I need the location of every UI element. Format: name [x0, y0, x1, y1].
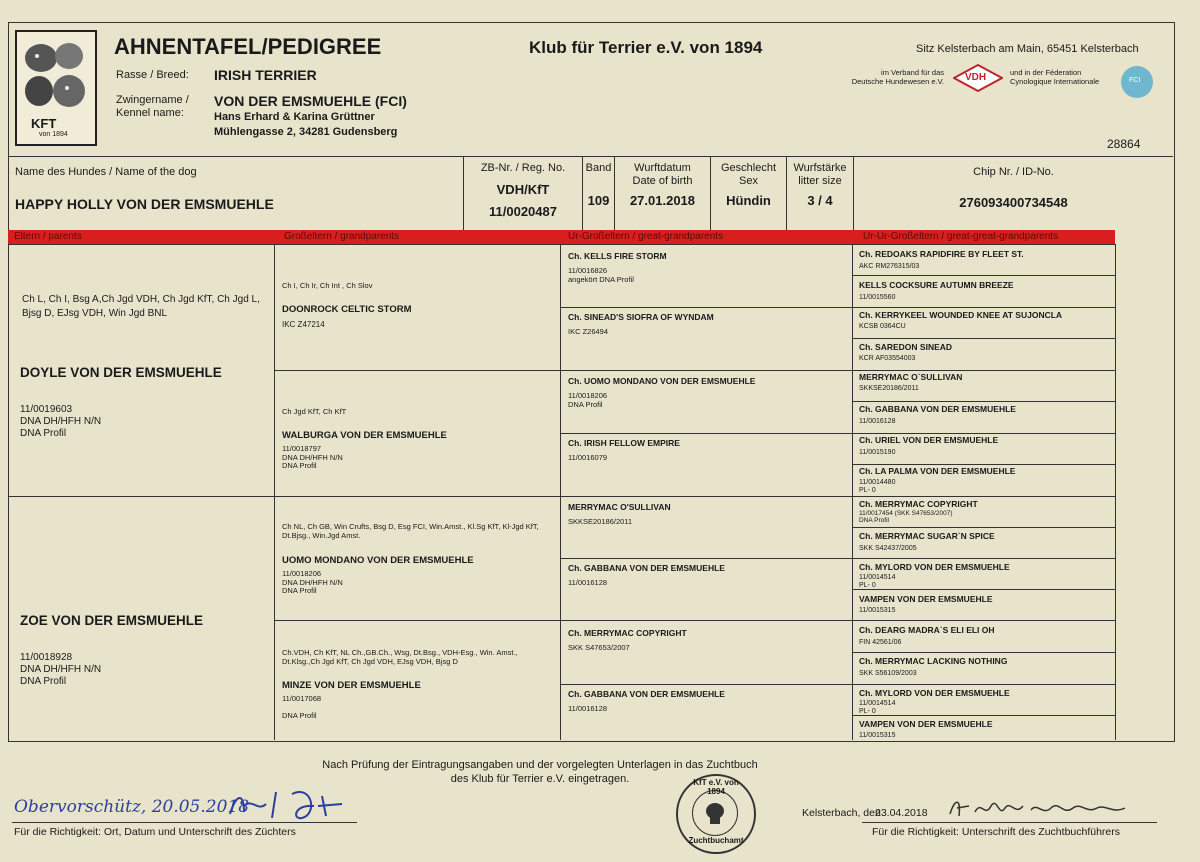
great-grandparent-name: Ch. GABBANA VON DER EMSMUEHLE	[568, 563, 725, 573]
great-grandparent-name: MERRYMAC O'SULLIVAN	[568, 502, 671, 512]
gg-grandparent-info: SKK S56109/2003	[859, 670, 917, 677]
grandparent-name: MINZE VON DER EMSMUEHLE	[282, 680, 421, 691]
gg-grandparent-info: 11/0015315	[859, 607, 896, 614]
great-grandparent-info: SKK S47653/2007	[568, 643, 630, 652]
grid-line	[8, 244, 1116, 245]
great-grandparent-info: IKC Z26494	[568, 327, 609, 336]
grandparent-name: WALBURGA VON DER EMSMUEHLE	[282, 430, 447, 441]
breeder-label: Für die Richtigkeit: Ort, Datum und Unterschrift des Züchters	[14, 826, 296, 838]
breeder-signature	[222, 784, 372, 824]
chip-label: Chip Nr. / ID-No.	[973, 166, 1054, 178]
grid-line	[274, 620, 1116, 621]
grid-line	[852, 338, 1116, 339]
grid-line	[852, 464, 1116, 465]
gg-grandparent-info: 11/0016128	[859, 418, 896, 425]
grid-line	[274, 244, 275, 740]
chip-value: 276093400734548	[959, 195, 1068, 210]
vdh-text: im Verband für das Deutsche Hundewesen e.V.	[851, 68, 944, 86]
grid-line	[1115, 244, 1116, 740]
band-label: Band	[585, 162, 612, 174]
grandparent-titles: Ch Jgd KfT, Ch KfT	[282, 407, 347, 416]
gg-grandparent-info: KCSB 0364CU	[859, 323, 906, 330]
kft-logo-text: KFT	[31, 116, 57, 131]
grid-line	[560, 244, 561, 740]
col-grandparents: Großeltern / grandparents	[284, 231, 400, 242]
grid-line	[852, 275, 1116, 276]
grandparent-info: IKC Z47214	[282, 320, 325, 329]
page-title: AHNENTAFEL/PEDIGREE	[114, 34, 382, 59]
grid-line	[852, 715, 1116, 716]
grandparent-titles: Ch I, Ch Ir, Ch Int , Ch Slov	[282, 281, 373, 290]
gg-grandparent-info: 11/0017454 (SKK S47653/2007) DNA Profil	[859, 510, 953, 524]
grandparent-titles: Ch NL, Ch GB, Win Crufts, Bsg D, Esg FCI, Win.Amst., Kl.Sg KfT, Kl-Jgd KfT, Dt.Bjsg., Win.Jgd Amst.	[282, 522, 539, 540]
vdh-logo	[953, 64, 1003, 92]
gg-grandparent-name: Ch. KERRYKEEL WOUNDED KNEE AT SUJONCLA	[859, 310, 1063, 320]
gg-grandparent-info: AKC RM276315/03	[859, 263, 920, 270]
grid-line	[852, 589, 1116, 590]
grid-line	[8, 496, 1116, 497]
document-number: 28864	[1107, 137, 1141, 151]
breeder-signature-line	[12, 822, 357, 823]
gg-grandparent-name: Ch. URIEL VON DER EMSMUEHLE	[859, 435, 999, 445]
kennel-label: Zwingername / Kennel name:	[116, 94, 189, 119]
sex-value: Hündin	[726, 193, 771, 208]
parent-info: 11/0019603 DNA DH/HFH N/N DNA Profil	[20, 404, 102, 439]
gg-grandparent-name: Ch. MERRYMAC LACKING NOTHING	[859, 656, 1008, 666]
stamp-bottom-text: Zuchtbuchamt	[688, 836, 744, 845]
reg-number: 11/0020487	[489, 204, 557, 219]
grid-line	[852, 401, 1116, 402]
gg-grandparent-name: VAMPEN VON DER EMSMUEHLE	[859, 719, 993, 729]
gg-grandparent-info: SKK S42437/2005	[859, 545, 917, 552]
great-grandparent-info: 11/0016079	[568, 453, 608, 462]
grandparent-name: DOONROCK CELTIC STORM	[282, 304, 412, 315]
kft-logo-year: von 1894	[39, 131, 68, 138]
great-grandparent-name: Ch. MERRYMAC COPYRIGHT	[568, 628, 687, 638]
gg-grandparent-name: Ch. MYLORD VON DER EMSMUEHLE	[859, 688, 1010, 698]
grid-line	[852, 527, 1116, 528]
address: Mühlengasse 2, 34281 Gudensberg	[214, 126, 398, 138]
gg-grandparent-info: FIN 42561/06	[859, 639, 902, 646]
grid-line	[560, 307, 1116, 308]
great-grandparent-info: SKKSE20186/2011	[568, 517, 633, 526]
gg-grandparent-info: 11/0014480 PL- 0	[859, 479, 896, 494]
great-grandparent-name: Ch. UOMO MONDANO VON DER EMSMUEHLE	[568, 376, 756, 386]
registrar-signature	[945, 792, 1145, 822]
club-seat: Sitz Kelsterbach am Main, 65451 Kelsterbach	[916, 43, 1139, 55]
gg-grandparent-info: 11/0014514 PL- 0	[859, 574, 896, 589]
great-grandparent-name: Ch. IRISH FELLOW EMPIRE	[568, 438, 680, 448]
gg-grandparent-name: Ch. GABBANA VON DER EMSMUEHLE	[859, 404, 1016, 414]
dog-name: HAPPY HOLLY VON DER EMSMUEHLE	[15, 196, 274, 212]
gg-grandparent-name: Ch. SAREDON SINEAD	[859, 342, 953, 352]
breed-label: Rasse / Breed:	[116, 69, 189, 81]
column-header-bar	[8, 230, 1115, 244]
gg-grandparent-info: SKKSE20186/2011	[859, 385, 919, 392]
gg-grandparent-info: 11/0015190	[859, 449, 896, 456]
registrar-label: Für die Richtigkeit: Unterschrift des Zuchtbuchführers	[872, 826, 1121, 838]
reg-label: ZB-Nr. / Reg. No.	[480, 162, 566, 174]
gg-grandparent-info: 11/0015315	[859, 732, 896, 739]
grid-line	[560, 433, 1116, 434]
fci-logo	[1121, 66, 1153, 98]
grandparent-titles: Ch.VDH, Ch KfT, NL Ch.,GB.Ch., Wsg, Dt.Bsg., VDH-Esg., Win. Amst., Dt.Klsg.,Ch Jgd KfT, Ch Jgd VDH, EJsg VDH, Bjsg D	[282, 648, 518, 666]
col-great: Ur-Großeltern / great-grandparents	[568, 231, 724, 242]
parent-name: ZOE VON DER EMSMUEHLE	[20, 613, 204, 628]
col-parents: Eltern / parents	[14, 231, 82, 242]
grid-line	[274, 370, 1116, 371]
kennel-value: VON DER EMSMUEHLE (FCI)	[214, 93, 407, 109]
great-grandparent-info: 11/0016826 angekört DNA Profil	[568, 266, 634, 284]
great-grandparent-name: Ch. KELLS FIRE STORM	[568, 251, 667, 261]
breeder-handwritten-place-date: Obervorschütz, 20.05.2018	[14, 797, 250, 817]
gg-grandparent-name: Ch. LA PALMA VON DER EMSMUEHLE	[859, 466, 1016, 476]
grandparent-name: UOMO MONDANO VON DER EMSMUEHLE	[282, 555, 474, 566]
grandparent-info: 11/0017068 DNA Profil	[282, 694, 322, 720]
vdh-logo-text: VDH	[965, 72, 987, 83]
sex-label: Geschlecht Sex	[720, 162, 777, 187]
registrar-signature-line	[862, 822, 1157, 823]
stamp-text: KfT e.V. von 1894	[693, 778, 739, 796]
grid-line	[852, 652, 1116, 653]
dob-value: 27.01.2018	[629, 193, 696, 208]
col-greatgreat: Ur-Ur-Großeltern / great-great-grandparents	[863, 231, 1059, 242]
reg-org: VDH/KfT	[496, 182, 550, 197]
grid-line	[852, 244, 853, 740]
great-grandparent-info: 11/0016128	[568, 578, 608, 587]
great-grandparent-name: Ch. SINEAD'S SIOFRA OF WYNDAM	[568, 312, 714, 322]
great-grandparent-info: 11/0016128	[568, 704, 608, 713]
parent-name: DOYLE VON DER EMSMUEHLE	[20, 365, 222, 380]
great-grandparent-name: Ch. GABBANA VON DER EMSMUEHLE	[568, 689, 725, 699]
owners: Hans Erhard & Karina Grüttner	[214, 111, 375, 123]
breed-value: IRISH TERRIER	[214, 67, 317, 83]
gg-grandparent-info: 11/0015560	[859, 294, 896, 301]
kft-logo	[15, 30, 97, 146]
gg-grandparent-info: KCR AF03554003	[859, 355, 916, 362]
gg-grandparent-name: VAMPEN VON DER EMSMUEHLE	[859, 594, 993, 604]
gg-grandparent-name: Ch. MERRYMAC COPYRIGHT	[859, 499, 978, 509]
certification-text: Nach Prüfung der Eintragungsangaben und der vorgelegten Unterlagen in das Zuchtbuch des Klub für Terrier e.V. eingetragen.	[322, 759, 758, 785]
gg-grandparent-info: 11/0014514 PL- 0	[859, 700, 896, 715]
band-value: 109	[587, 193, 610, 208]
zuchtbuch-stamp	[676, 774, 756, 854]
dog-row-top	[8, 156, 1173, 157]
gg-grandparent-name: KELLS COCKSURE AUTUMN BREEZE	[859, 280, 1014, 290]
issue-date: 23.04.2018	[875, 807, 928, 819]
fci-text: und in der Féderation Cynologique Internationale	[1010, 68, 1100, 86]
parent-info: 11/0018928 DNA DH/HFH N/N DNA Profil	[20, 652, 102, 687]
stamp-inner-ring	[692, 790, 738, 836]
grandparent-info: 11/0018206 DNA DH/HFH N/N DNA Profil	[282, 569, 343, 595]
parent-titles: Ch L, Ch I, Bsg A,Ch Jgd VDH, Ch Jgd KfT, Ch Jgd L, Bjsg D, EJsg VDH, Win Jgd BNL	[22, 294, 260, 319]
gg-grandparent-name: Ch. REDOAKS RAPIDFIRE BY FLEET ST.	[859, 249, 1024, 259]
dog-name-label: Name des Hundes / Name of the dog	[15, 166, 197, 178]
issue-place-prefix: Kelsterbach, den	[802, 807, 881, 819]
gg-grandparent-name: Ch. MERRYMAC SUGAR`N SPICE	[859, 531, 995, 541]
gg-grandparent-name: Ch. MYLORD VON DER EMSMUEHLE	[859, 562, 1010, 572]
grid-line	[560, 558, 1116, 559]
grandparent-info: 11/0018797 DNA DH/HFH N/N DNA Profil	[282, 444, 343, 470]
dob-label: Wurftdatum Date of birth	[632, 162, 693, 187]
terrier-heads-icon	[19, 36, 93, 116]
great-grandparent-info: 11/0018206 DNA Profil	[568, 391, 608, 409]
club-name: Klub für Terrier e.V. von 1894	[529, 38, 763, 57]
gg-grandparent-name: MERRYMAC O`SULLIVAN	[859, 372, 963, 382]
gg-grandparent-name: Ch. DEARG MADRA`S ELI ELI OH	[859, 625, 995, 635]
grid-line	[560, 684, 1116, 685]
terrier-stamp-icon	[700, 798, 730, 828]
litter-value: 3 / 4	[807, 193, 833, 208]
fci-logo-text: FCI	[1129, 77, 1141, 84]
litter-label: Wurfstärke litter size	[793, 162, 847, 187]
